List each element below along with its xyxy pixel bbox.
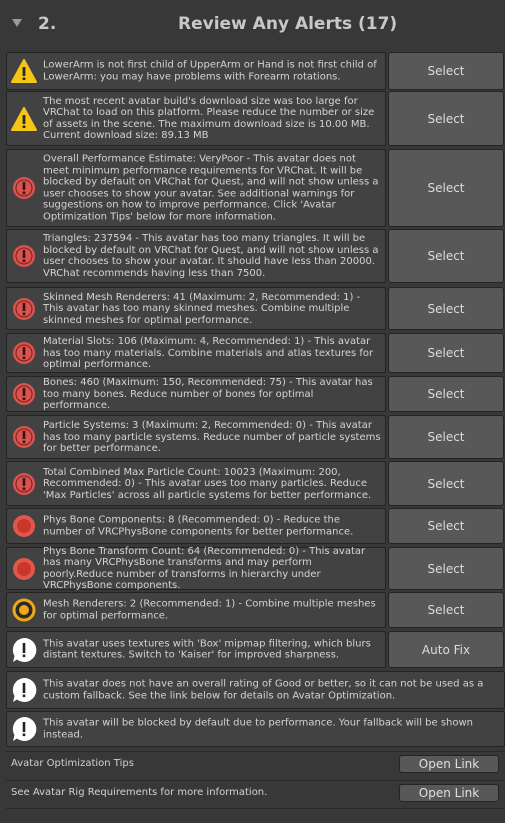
alert-text: Mesh Renderers: 2 (Recommended: 1) - Combine multiple meshes for optimal performance. [43,598,376,621]
info-row [6,671,505,709]
divider [6,808,505,809]
select-button[interactable]: Select [388,287,504,330]
alert-row [6,91,505,146]
select-button[interactable]: Select [388,149,504,227]
alert-text: The most recent avatar build's download size was too large for VRChat to load on this platform. Please reduce the number or size of assets in the scene. The maximum download size is 10.00 MB. Current download size: 89.13 MB [43,95,375,141]
alert-row [6,52,505,90]
alert-message [6,52,386,90]
alert-text: Triangles: 237594 - This avatar has too many triangles. It will be blocked by default on VRChat for Quest, and will not show unless a user chooses to show your avatar. It should have less than 20000. VRChat recommends having less than 7500. [43,233,379,279]
alert-message [6,287,386,330]
error-icon [11,296,37,322]
error-icon [11,175,37,201]
info-row [6,711,505,747]
alert-message [6,149,386,227]
alert-row [6,508,505,544]
select-button[interactable]: Select [388,229,504,283]
alert-row [6,547,505,590]
warning-icon [11,58,37,84]
alert-text: LowerArm is not first child of UpperArm or Hand is not first child of LowerArm: you may have problems with Forearm rotations. [43,59,377,82]
alert-text: Skinned Mesh Renderers: 41 (Maximum: 2, Recommended: 1) - This avatar has too many skinned meshes. Combine multiple skinned meshes for optimal performance. [43,291,361,326]
open-link-button[interactable]: Open Link [399,784,499,802]
alert-row [6,287,505,330]
alert-message [6,592,386,628]
error-icon [11,381,37,407]
select-button[interactable]: Select [388,91,504,146]
info-text: This avatar will be blocked by default due to performance. Your fallback will be shown instead. [43,717,474,740]
alert-text: Phys Bone Components: 8 (Recommended: 0) - Reduce the number of VRCPhysBone components for better performance. [43,514,354,537]
alert-text: Total Combined Max Particle Count: 10023 (Maximum: 200, Recommended: 0) - This avatar uses too many particles. Reduce 'Max Particles' across all particle systems for better performance. [43,466,372,501]
alert-message [6,508,386,544]
alert-text: This avatar uses textures with 'Box' mipmap filtering, which blurs distant textures. Switch to 'Kaiser' for improved sharpness. [43,638,371,661]
link-label: Avatar Optimization Tips [11,758,134,769]
select-button[interactable]: Select [388,508,504,544]
warning-icon [11,106,37,132]
info-icon [11,637,37,663]
alert-row [6,376,505,412]
alert-message [6,229,386,283]
alert-row [6,415,505,459]
alert-row [6,631,505,668]
alert-text: Material Slots: 106 (Maximum: 4, Recommended: 1) - This avatar has too many materials. Combine materials and atlas textures for optimal performance. [43,335,374,370]
alert-text: Bones: 460 (Maximum: 150, Recommended: 75) - This avatar has too many bones. Reduce number of bones for optimal performance. [43,376,373,411]
rig-requirements-row [6,782,505,806]
alert-row [6,592,505,628]
alert-message [6,91,386,146]
poor-icon [11,556,37,582]
info-icon [11,716,37,742]
select-button[interactable]: Select [388,333,504,373]
alert-row [6,333,505,373]
info-message [6,711,505,747]
error-icon [11,424,37,450]
section-header[interactable] [0,0,505,50]
foldout-arrow-icon[interactable] [12,19,22,27]
alert-message [6,547,386,590]
error-icon [11,340,37,366]
alert-row [6,229,505,283]
select-button[interactable]: Select [388,547,504,590]
link-label: See Avatar Rig Requirements for more information. [11,787,268,798]
alert-message [6,631,386,668]
alert-message [6,376,386,412]
medium-icon [11,597,37,623]
divider [6,780,505,781]
error-icon [11,243,37,269]
alert-message [6,333,386,373]
alert-text: Overall Performance Estimate: VeryPoor - This avatar does not meet minimum performance requirements for VRChat. It will be blocked by default on VRChat for Quest, and will not show unless a user chooses to show your avatar. See additional warnings for suggestions on how to improve performance. Click 'Avatar Optimization Tips' below for more information. [43,153,379,222]
alert-row [6,149,505,227]
info-icon [11,677,37,703]
select-button[interactable]: Select [388,461,504,506]
info-text: This avatar does not have an overall rating of Good or better, so it can not be used as a custom fallback. See the link below for details on Avatar Optimization. [43,678,484,701]
alert-message [6,461,386,506]
alert-row [6,461,505,506]
section-number: 2. [38,14,57,34]
alert-text: Particle Systems: 3 (Maximum: 2, Recommended: 0) - This avatar has too many particle systems. Reduce number of particle systems for better performance. [43,419,381,454]
poor-icon [11,513,37,539]
optimization-tips-row [6,753,505,777]
select-button[interactable]: Select [388,376,504,412]
select-button[interactable]: Select [388,592,504,628]
auto-fix-button[interactable]: Auto Fix [388,631,504,668]
alert-text: Phys Bone Transform Count: 64 (Recommended: 0) - This avatar has many VRCPhysBone transforms and may perform poorly.Reduce number of transforms in hierarchy under VRCPhysBone components. [43,545,366,591]
section-title: Review Any Alerts (17) [178,14,398,34]
divider [6,751,505,752]
info-message [6,671,505,709]
error-icon [11,471,37,497]
open-link-button[interactable]: Open Link [399,755,499,773]
select-button[interactable]: Select [388,52,504,90]
select-button[interactable]: Select [388,415,504,459]
alert-message [6,415,386,459]
